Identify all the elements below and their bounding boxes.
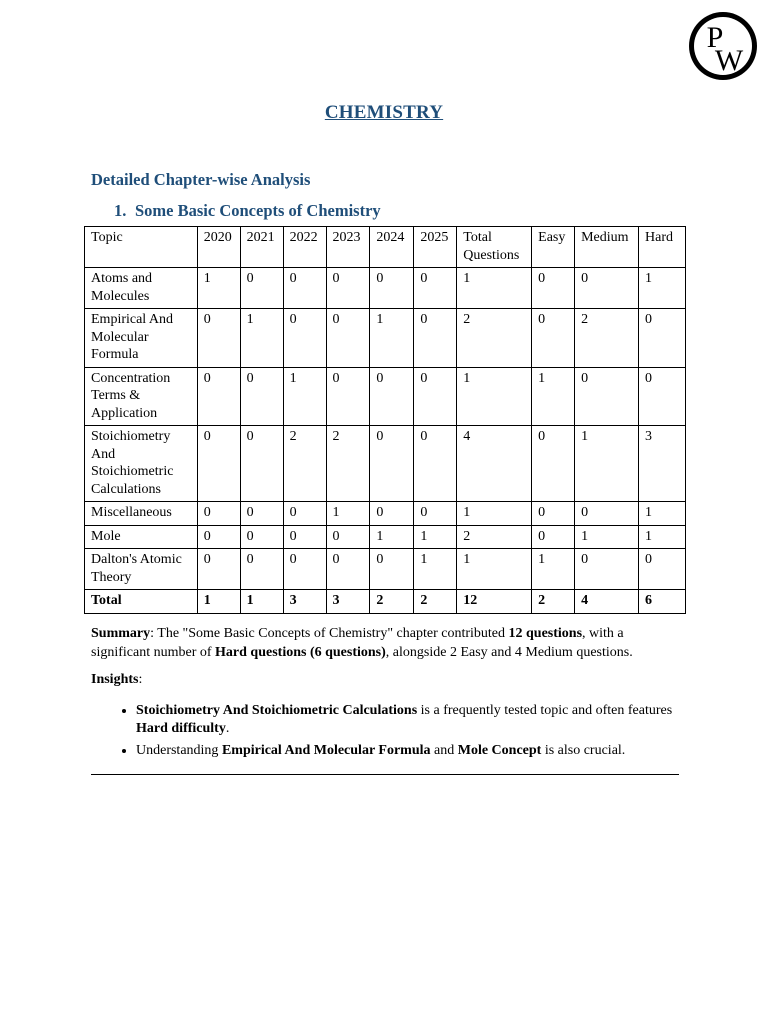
page-title: CHEMISTRY: [324, 102, 444, 123]
table-cell: 1: [457, 549, 532, 590]
table-row: [85, 309, 686, 368]
insight-text: .: [225, 721, 230, 736]
table-cell: 0: [240, 502, 283, 526]
chapter-analysis-table: [84, 226, 686, 614]
table-cell: 0: [532, 525, 575, 549]
insights-colon: :: [138, 672, 143, 687]
insight-emphasis: Stoichiometry And Stoichiometric Calculations: [136, 703, 418, 718]
insight-item: [136, 702, 681, 738]
table-cell: 1: [370, 525, 414, 549]
table-cell: 1: [532, 367, 575, 426]
table-cell: 1: [197, 590, 240, 614]
table-header-row: [85, 227, 686, 268]
table-cell: 2021: [240, 227, 283, 268]
table-cell-topic: Dalton's Atomic Theory: [85, 549, 198, 590]
table-cell-topic: Mole: [85, 525, 198, 549]
table-cell: 0: [639, 309, 686, 368]
table-cell: 2024: [370, 227, 414, 268]
table-cell: 3: [283, 590, 326, 614]
table-cell: 1: [370, 309, 414, 368]
table-cell: 12: [457, 590, 532, 614]
table-cell: 1: [639, 268, 686, 309]
summary-text: , alongside 2 Easy and 4 Medium questions.: [385, 645, 633, 660]
table-cell: 0: [414, 268, 457, 309]
table-cell: 0: [370, 426, 414, 502]
table-cell: 0: [197, 309, 240, 368]
table-cell: 1: [575, 525, 639, 549]
table-row: [85, 502, 686, 526]
table-cell: 0: [414, 502, 457, 526]
summary-text: : The "Some Basic Concepts of Chemistry" chapter contributed: [150, 626, 509, 641]
table-cell: 1: [639, 502, 686, 526]
table-cell: 1: [283, 367, 326, 426]
summary-label: Summary: [91, 626, 151, 641]
table-row: [85, 549, 686, 590]
table-cell: 2: [326, 426, 370, 502]
table-cell: 2: [575, 309, 639, 368]
insight-text: is also crucial.: [541, 743, 626, 758]
table-cell: 2: [414, 590, 457, 614]
table-cell: 0: [326, 549, 370, 590]
table-cell: 0: [197, 426, 240, 502]
table-cell: 1: [639, 525, 686, 549]
table-cell: 0: [575, 268, 639, 309]
table-cell: 4: [457, 426, 532, 502]
table-cell-topic: Concentration Terms & Application: [85, 367, 198, 426]
table-cell: 0: [240, 525, 283, 549]
table-cell: 2022: [283, 227, 326, 268]
table-cell: 2: [283, 426, 326, 502]
table-cell: 0: [639, 549, 686, 590]
table-cell: 0: [575, 549, 639, 590]
table-cell: 0: [283, 549, 326, 590]
table-cell: 0: [240, 426, 283, 502]
table-cell: 6: [639, 590, 686, 614]
table-cell: 0: [370, 502, 414, 526]
summary-hard-questions: Hard questions (6 questions): [215, 645, 386, 660]
table-row: [85, 268, 686, 309]
chapter-number: 1.: [114, 201, 127, 220]
table-cell-topic: Topic: [85, 227, 198, 268]
table-cell: 0: [326, 525, 370, 549]
table-cell: 0: [532, 426, 575, 502]
table-cell: 0: [326, 268, 370, 309]
table-cell: 0: [414, 309, 457, 368]
summary-text: , with a significant number of: [91, 626, 624, 660]
table-cell: Total Questions: [457, 227, 532, 268]
table-cell: Medium: [575, 227, 639, 268]
table-cell: 2: [532, 590, 575, 614]
table-cell: 0: [197, 367, 240, 426]
table-cell: 0: [240, 549, 283, 590]
table-row: [85, 426, 686, 502]
table-cell: 0: [197, 549, 240, 590]
insight-emphasis: Hard difficulty: [136, 721, 226, 736]
table-cell: 0: [532, 502, 575, 526]
table-cell-topic: Miscellaneous: [85, 502, 198, 526]
table-cell: 0: [532, 309, 575, 368]
table-cell: 0: [370, 367, 414, 426]
table-cell: Hard: [639, 227, 686, 268]
table-cell: 2: [457, 525, 532, 549]
table-cell: 2025: [414, 227, 457, 268]
table-cell-topic: Stoichiometry And Stoichiometric Calculations: [85, 426, 198, 502]
table-cell: 1: [457, 268, 532, 309]
pw-logo: [688, 10, 758, 82]
section-heading: Detailed Chapter-wise Analysis: [91, 170, 311, 189]
table-row: [85, 525, 686, 549]
insights-list: [91, 702, 681, 764]
table-cell: 1: [240, 590, 283, 614]
table-cell: 0: [283, 268, 326, 309]
table-cell: 1: [240, 309, 283, 368]
table-cell: 0: [532, 268, 575, 309]
table-cell: 1: [457, 367, 532, 426]
insight-text: Understanding: [136, 743, 222, 758]
table-cell: 0: [283, 502, 326, 526]
table-cell: 2: [457, 309, 532, 368]
table-cell: 1: [457, 502, 532, 526]
table-cell: 1: [326, 502, 370, 526]
table-cell: 0: [283, 309, 326, 368]
table-row: [85, 367, 686, 426]
table-cell: 0: [370, 268, 414, 309]
table-cell: 3: [639, 426, 686, 502]
table-cell: 1: [414, 525, 457, 549]
table-cell-topic: Atoms and Molecules: [85, 268, 198, 309]
table-cell: 2: [370, 590, 414, 614]
table-cell: 0: [283, 525, 326, 549]
horizontal-divider: [91, 774, 679, 775]
logo-letter-p: P: [706, 21, 724, 54]
insight-text: and: [430, 743, 458, 758]
table-cell: 2020: [197, 227, 240, 268]
table-cell: 1: [575, 426, 639, 502]
insights-heading: [91, 672, 142, 688]
table-cell: 0: [414, 426, 457, 502]
table-cell: 1: [532, 549, 575, 590]
chapter-title: Some Basic Concepts of Chemistry: [135, 201, 381, 220]
table-cell: 0: [197, 525, 240, 549]
table-cell: 0: [240, 268, 283, 309]
table-cell: 4: [575, 590, 639, 614]
insight-emphasis: Mole Concept: [457, 743, 542, 758]
table-cell: 0: [414, 367, 457, 426]
logo-letter-w: W: [714, 44, 744, 77]
table-cell: Easy: [532, 227, 575, 268]
insight-item: [136, 742, 681, 760]
table-cell-topic: Total: [85, 590, 198, 614]
table-cell: 1: [414, 549, 457, 590]
table-cell: 2023: [326, 227, 370, 268]
table-cell: 0: [575, 502, 639, 526]
table-cell: 0: [370, 549, 414, 590]
table-cell: 0: [240, 367, 283, 426]
table-cell: 0: [197, 502, 240, 526]
table-cell: 3: [326, 590, 370, 614]
table-cell: 0: [326, 367, 370, 426]
table-cell: 0: [326, 309, 370, 368]
table-cell-topic: Empirical And Molecular Formula: [85, 309, 198, 368]
table-cell: 0: [575, 367, 639, 426]
insight-emphasis: Empirical And Molecular Formula: [221, 743, 431, 758]
table-cell: 1: [197, 268, 240, 309]
insight-text: is a frequently tested topic and often features: [417, 703, 673, 718]
chapter-heading: [114, 201, 381, 221]
summary-total-questions: 12 questions: [508, 626, 583, 641]
insights-label: Insights: [91, 672, 139, 687]
table-total-row: [85, 590, 686, 614]
table-cell: 0: [639, 367, 686, 426]
summary-paragraph: [91, 624, 681, 662]
